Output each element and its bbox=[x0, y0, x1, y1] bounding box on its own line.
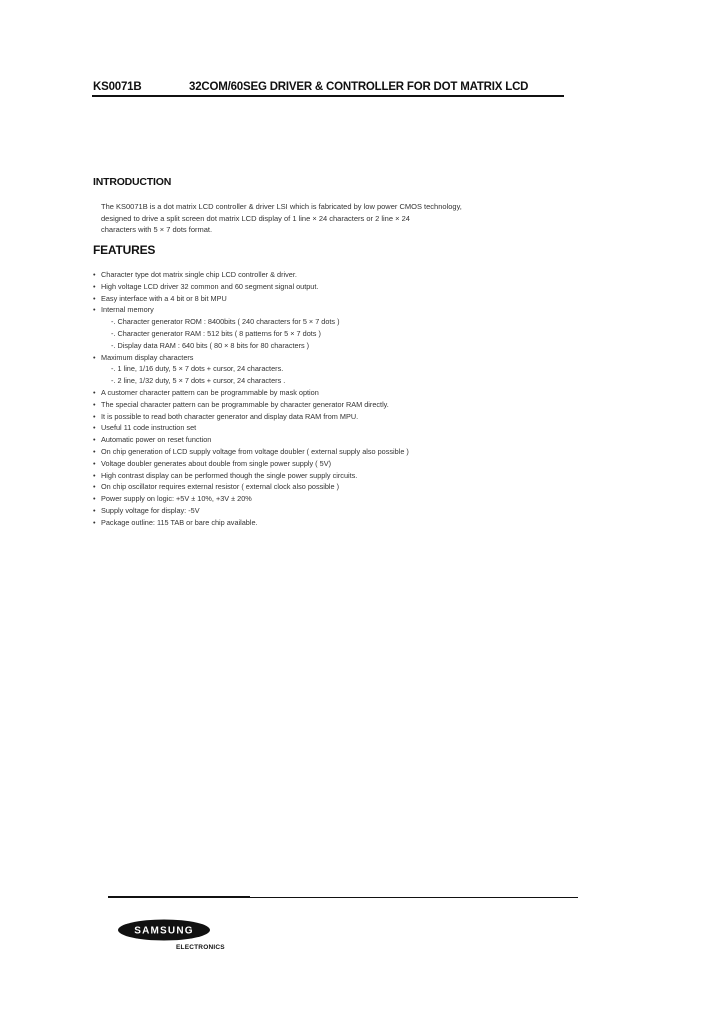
feature-item bbox=[93, 505, 513, 517]
feature-item bbox=[93, 493, 513, 505]
feature-text: Maximum display characters bbox=[101, 352, 194, 362]
feature-text: Power supply on logic: +5V ± 10%, +3V ± 20% bbox=[101, 494, 252, 504]
introduction-line: characters with 5 × 7 dots format. bbox=[101, 225, 213, 234]
feature-item bbox=[93, 352, 513, 387]
bullet-icon: • bbox=[93, 446, 96, 456]
bullet-icon: • bbox=[93, 435, 96, 445]
feature-text: Package outline: 115 TAB or bare chip available. bbox=[101, 517, 258, 527]
feature-text: Useful 11 code instruction set bbox=[101, 423, 197, 433]
feature-item bbox=[93, 470, 513, 482]
bullet-icon: • bbox=[93, 387, 96, 397]
bullet-icon: • bbox=[93, 505, 96, 515]
samsung-logo bbox=[116, 918, 212, 942]
bullet-icon: • bbox=[93, 399, 96, 409]
feature-item bbox=[93, 281, 513, 293]
feature-subitem: -. Character generator RAM : 512 bits ( 8 patterns for 5 × 7 dots ) bbox=[111, 328, 321, 338]
footer-divider bbox=[108, 896, 250, 898]
bullet-icon: • bbox=[93, 458, 96, 468]
bullet-icon: • bbox=[93, 482, 96, 492]
feature-item bbox=[93, 411, 513, 423]
feature-text: High contrast display can be performed though the single power supply circuits. bbox=[101, 470, 358, 480]
feature-text: The special character pattern can be programmable by character generator RAM directly. bbox=[101, 399, 389, 409]
feature-item bbox=[93, 399, 513, 411]
feature-subitem: -. Character generator ROM : 8400bits ( 240 characters for 5 × 7 dots ) bbox=[111, 317, 340, 327]
introduction-heading: INTRODUCTION bbox=[93, 176, 172, 188]
logo-subtext: ELECTRONICS bbox=[176, 944, 225, 951]
feature-item bbox=[93, 434, 513, 446]
feature-item bbox=[93, 293, 513, 305]
document-title: 32COM/60SEG DRIVER & CONTROLLER FOR DOT MATRIX LCD bbox=[189, 81, 529, 93]
bullet-icon: • bbox=[93, 411, 96, 421]
introduction-text bbox=[101, 201, 531, 236]
bullet-icon: • bbox=[93, 281, 96, 291]
feature-text: Character type dot matrix single chip LCD controller & driver. bbox=[101, 270, 297, 279]
introduction-line: designed to drive a split screen dot matrix LCD display of 1 line × 24 characters or 2 line × 24 bbox=[101, 213, 410, 223]
bullet-icon: • bbox=[93, 293, 96, 303]
feature-text: High voltage LCD driver 32 common and 60 segment signal output. bbox=[101, 281, 319, 291]
feature-item bbox=[93, 387, 513, 399]
footer-divider-thin bbox=[250, 897, 578, 898]
features-list bbox=[93, 269, 513, 529]
feature-item bbox=[93, 422, 513, 434]
feature-subitem: -. 2 line, 1/32 duty, 5 × 7 dots + cursor, 24 characters . bbox=[111, 376, 286, 386]
bullet-icon: • bbox=[93, 270, 96, 279]
feature-text: Internal memory bbox=[101, 305, 154, 315]
feature-text: Supply voltage for display: -5V bbox=[101, 505, 200, 515]
feature-text: It is possible to read both character generator and display data RAM from MPU. bbox=[101, 411, 359, 421]
feature-item bbox=[93, 304, 513, 351]
feature-item bbox=[93, 517, 513, 529]
bullet-icon: • bbox=[93, 352, 96, 362]
feature-text: Automatic power on reset function bbox=[101, 435, 212, 445]
feature-subitem: -. 1 line, 1/16 duty, 5 × 7 dots + cursor, 24 characters. bbox=[111, 364, 284, 374]
introduction-line: The KS0071B is a dot matrix LCD controller & driver LSI which is fabricated by low power CMOS technology, bbox=[101, 202, 462, 211]
bullet-icon: • bbox=[93, 494, 96, 504]
part-number: KS0071B bbox=[93, 81, 142, 93]
feature-subitem: -. Display data RAM : 640 bits ( 80 × 8 bits for 80 characters ) bbox=[111, 340, 310, 350]
feature-text: On chip generation of LCD supply voltage from voltage doubler ( external supply also possible ) bbox=[101, 446, 409, 456]
feature-item bbox=[93, 481, 513, 493]
bullet-icon: • bbox=[93, 470, 96, 480]
logo-text: SAMSUNG bbox=[134, 925, 194, 937]
features-heading: FEATURES bbox=[93, 243, 156, 257]
header-divider bbox=[92, 95, 564, 97]
bullet-icon: • bbox=[93, 423, 96, 433]
bullet-icon: • bbox=[93, 517, 96, 527]
feature-text: On chip oscillator requires external resistor ( external clock also possible ) bbox=[101, 482, 340, 492]
feature-sublist bbox=[101, 363, 513, 387]
feature-item bbox=[93, 446, 513, 458]
feature-sublist bbox=[101, 316, 513, 351]
feature-text: Easy interface with a 4 bit or 8 bit MPU bbox=[101, 293, 227, 303]
bullet-icon: • bbox=[93, 305, 96, 315]
feature-text: Voltage doubler generates about double from single power supply ( 5V) bbox=[101, 458, 331, 468]
feature-text: A customer character pattern can be programmable by mask option bbox=[101, 387, 319, 397]
feature-item bbox=[93, 269, 513, 281]
feature-item bbox=[93, 458, 513, 470]
